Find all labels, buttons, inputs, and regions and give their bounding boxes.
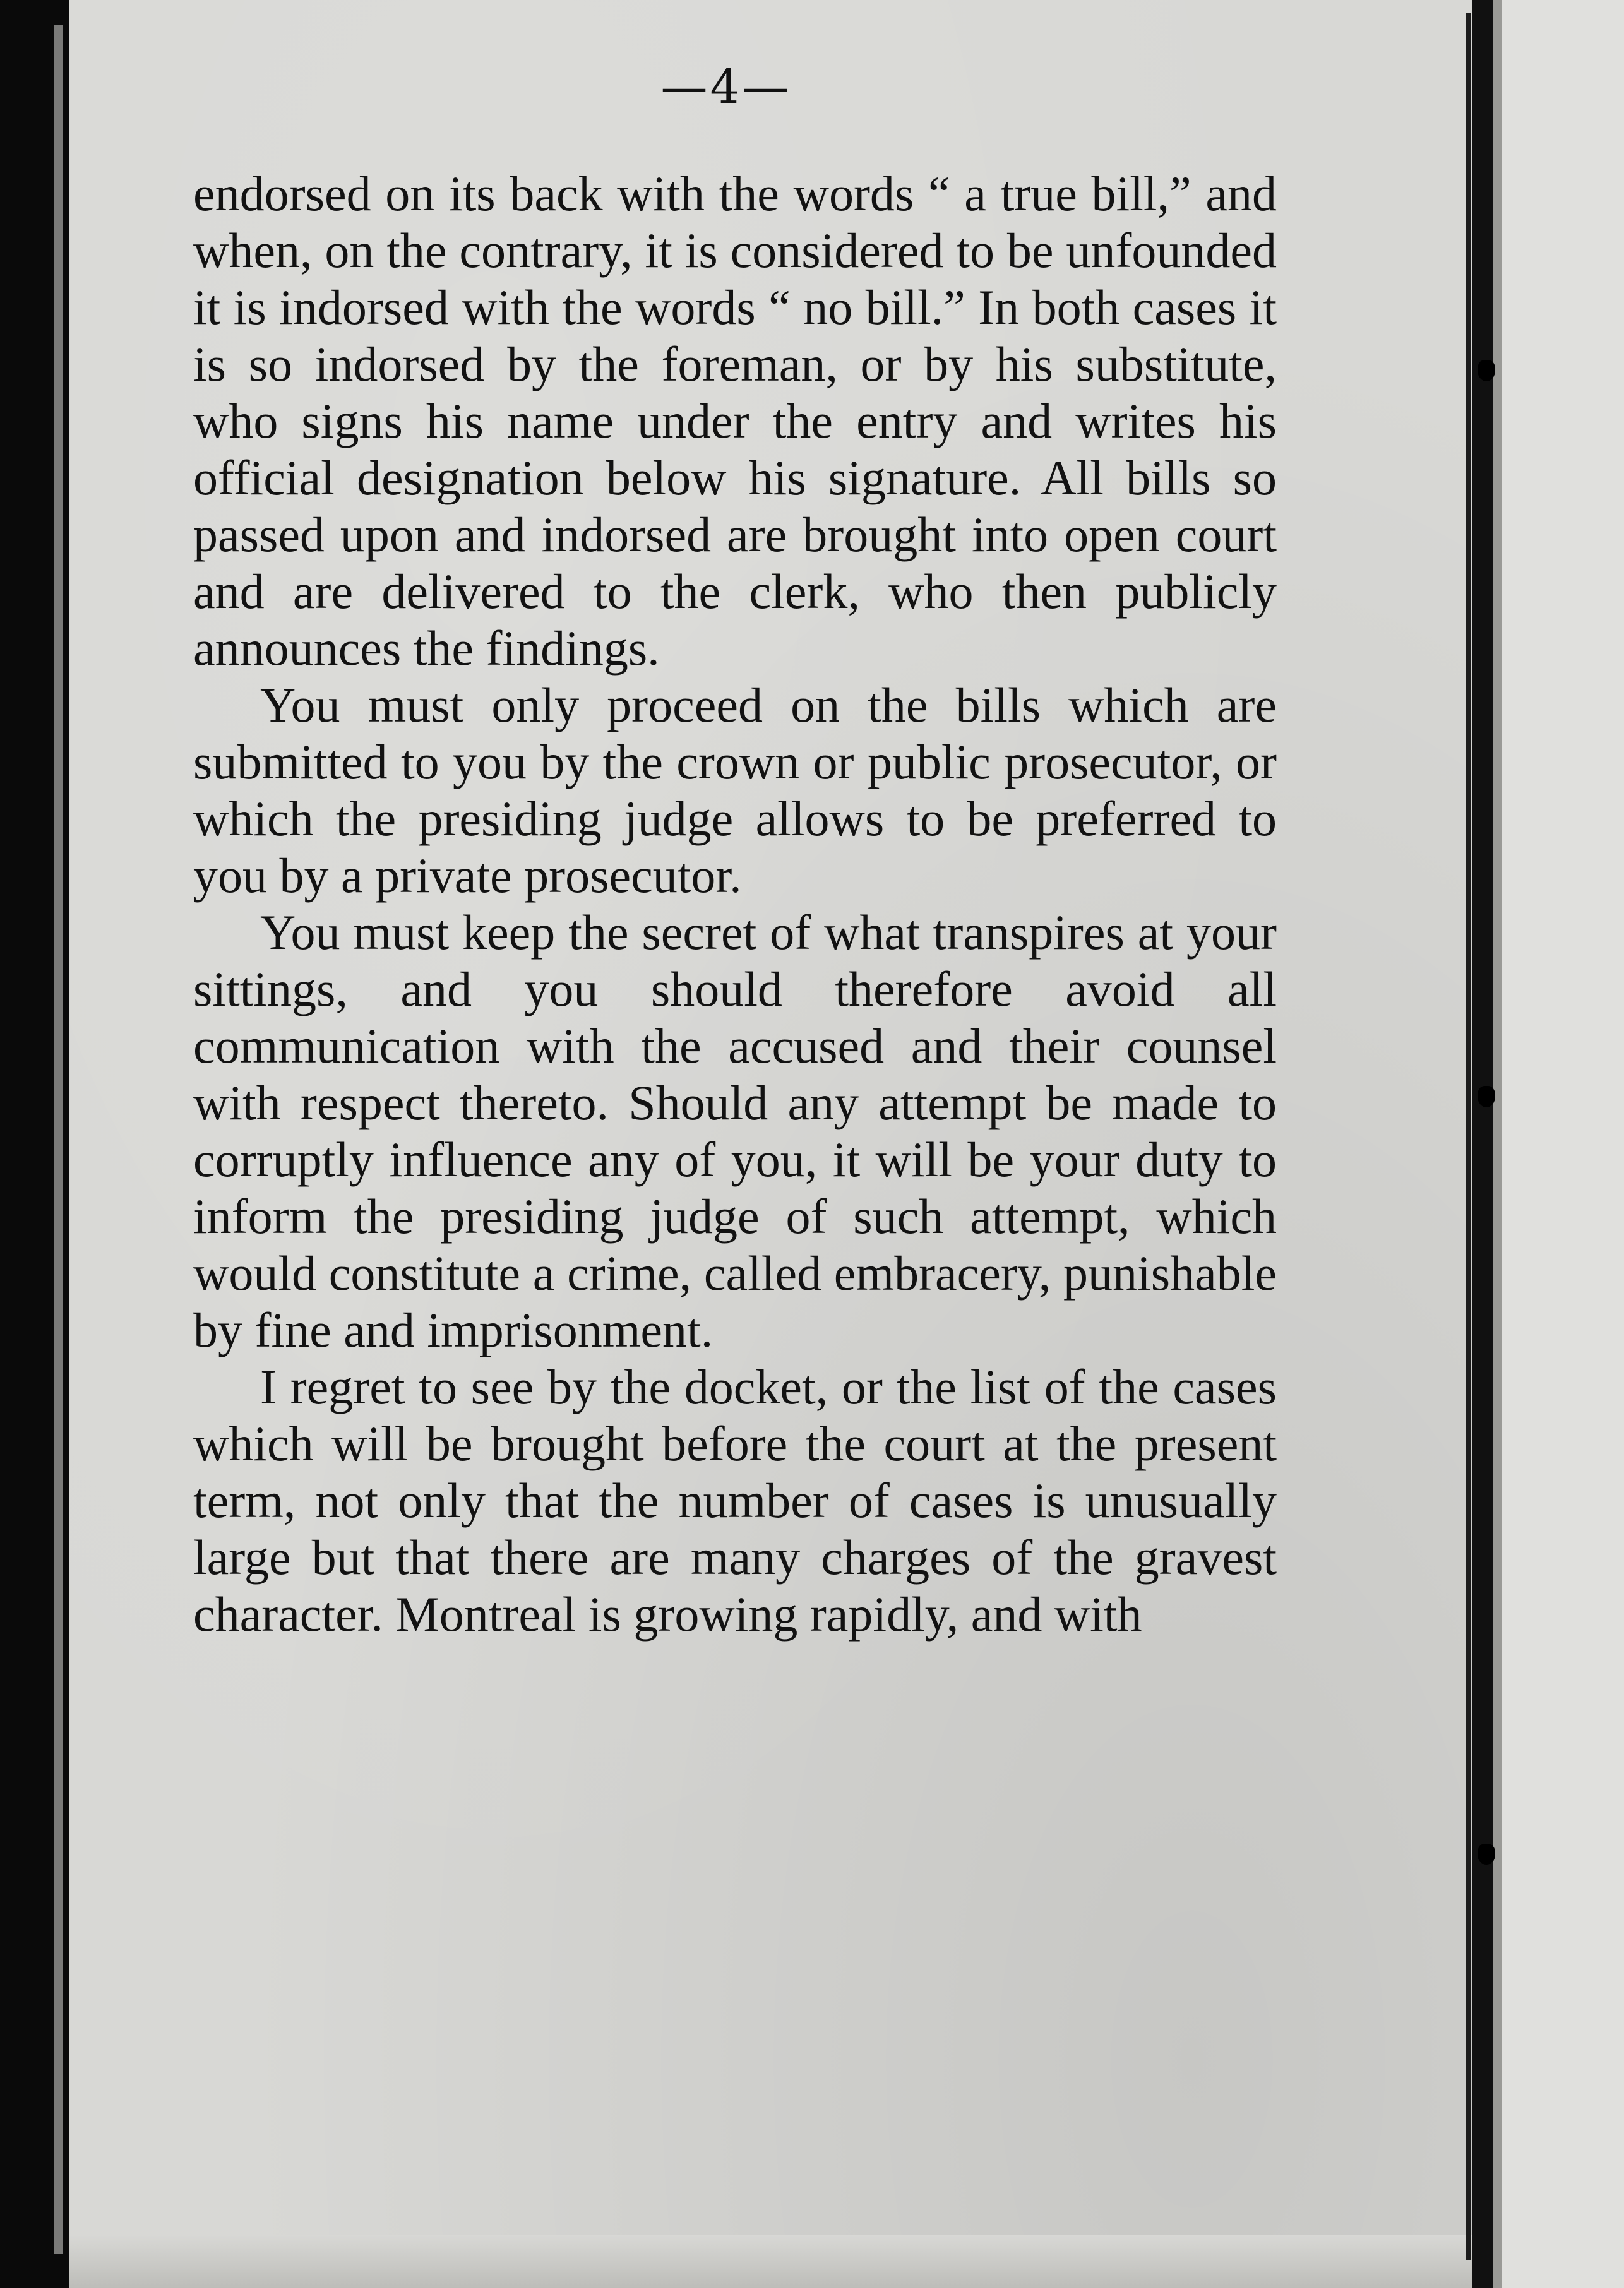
paragraph: endorsed on its back with the words “ a true bill,” and when, on the contrary, it is considered to be unfounded it is indorsed with the words “ no bill.” In both cases it is so indorsed by the foreman, or by his substitute, who signs his name under the entry and writes his official designation below his signature. All bills so passed upon and indorsed are brought into open court and are delivered to the clerk, who then publicly announces the findings. <box>193 166 1277 676</box>
binding-thread-mark <box>1478 1086 1495 1107</box>
binding-thread-mark <box>1478 360 1495 381</box>
left-page-edge <box>54 25 63 2254</box>
binding-gutter <box>1472 0 1493 2288</box>
gutter-line <box>1466 13 1471 2260</box>
page-bottom-shadow <box>69 2235 1472 2288</box>
paragraph: I regret to see by the docket, or the list of the cases which will be brought before the court at the present term, not only that the number of cases is unusually large but that there are many charges of the gravest character. Montreal is growing rapidly, and with <box>193 1359 1277 1642</box>
binding-thread-mark <box>1478 1844 1495 1865</box>
facing-page-shadow <box>1493 0 1502 2288</box>
paragraph: You must keep the secret of what transpires at your sittings, and you should therefore avoid all communication with the accused and their counsel with respect thereto. Should any attempt be made to corruptly influence any of you, it will be your duty to inform the presiding judge of such attempt, which would constitute a crime, called embracery, punishable by fine and imprisonment. <box>193 905 1277 1357</box>
facing-page-edge <box>1493 0 1624 2288</box>
body-text <box>193 165 1277 1643</box>
page-number: —4— <box>660 60 792 114</box>
paragraph: You must only proceed on the bills which are submitted to you by the crown or public prosecutor, or which the presiding judge allows to be preferred to you by a private prosecutor. <box>193 677 1277 903</box>
